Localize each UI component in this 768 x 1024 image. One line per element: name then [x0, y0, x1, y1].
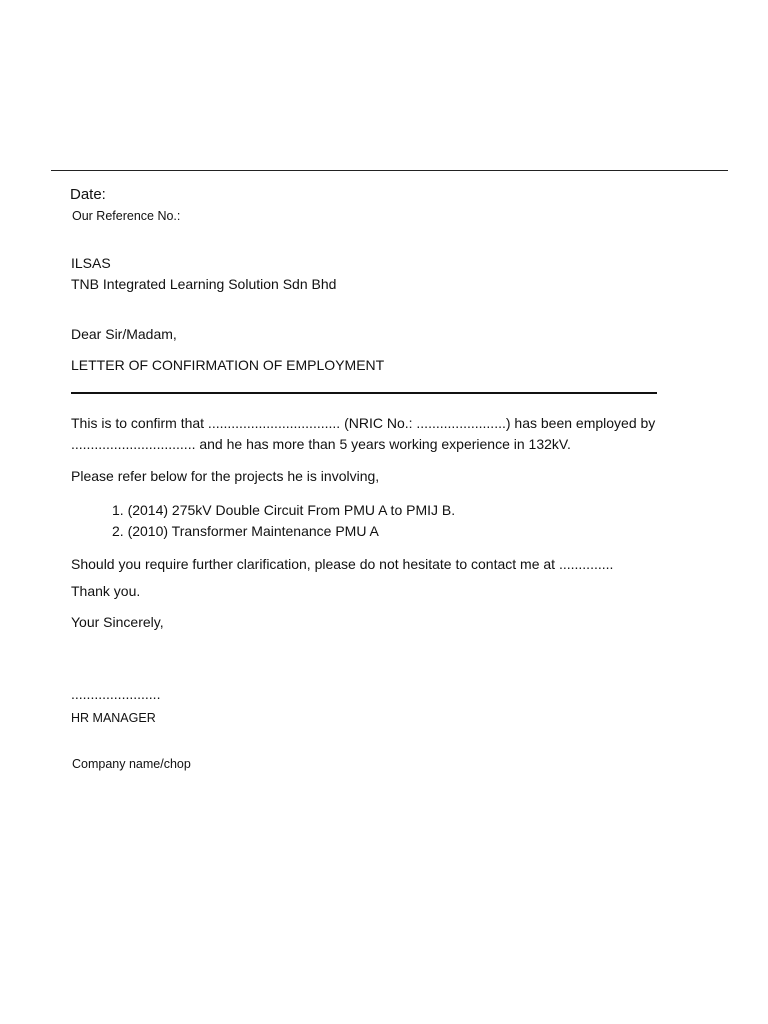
reference-label: Our Reference No.:: [72, 209, 181, 223]
list-item: 1. (2014) 275kV Double Circuit From PMU A to PMIJ B.: [112, 502, 456, 518]
header-divider: [51, 170, 728, 171]
recipient-line-1: ILSAS: [71, 255, 111, 271]
recipient-line-2: TNB Integrated Learning Solution Sdn Bhd: [71, 276, 337, 292]
signature-line: .......................: [71, 686, 161, 702]
salutation: Dear Sir/Madam,: [71, 326, 177, 342]
title-underline: [71, 392, 657, 394]
projects-intro: Please refer below for the projects he is involving,: [71, 468, 380, 484]
letter-title: LETTER OF CONFIRMATION OF EMPLOYMENT: [71, 357, 385, 373]
list-item: 2. (2010) Transformer Maintenance PMU A: [112, 523, 379, 539]
body-line-2: ................................ and he has more than 5 years working experience in 132kV.: [71, 436, 571, 452]
body-line-1: This is to confirm that .................................. (NRIC No.: .......................) has been employed by: [71, 415, 656, 431]
closing: Your Sincerely,: [71, 614, 164, 630]
clarification-line: Should you require further clarification, please do not hesitate to contact me at ..............: [71, 556, 614, 572]
company-line: Company name/chop: [72, 757, 191, 771]
date-label: Date:: [70, 186, 106, 203]
signatory-title: HR MANAGER: [71, 711, 156, 725]
thanks-line: Thank you.: [71, 583, 141, 599]
projects-list: [112, 502, 455, 544]
